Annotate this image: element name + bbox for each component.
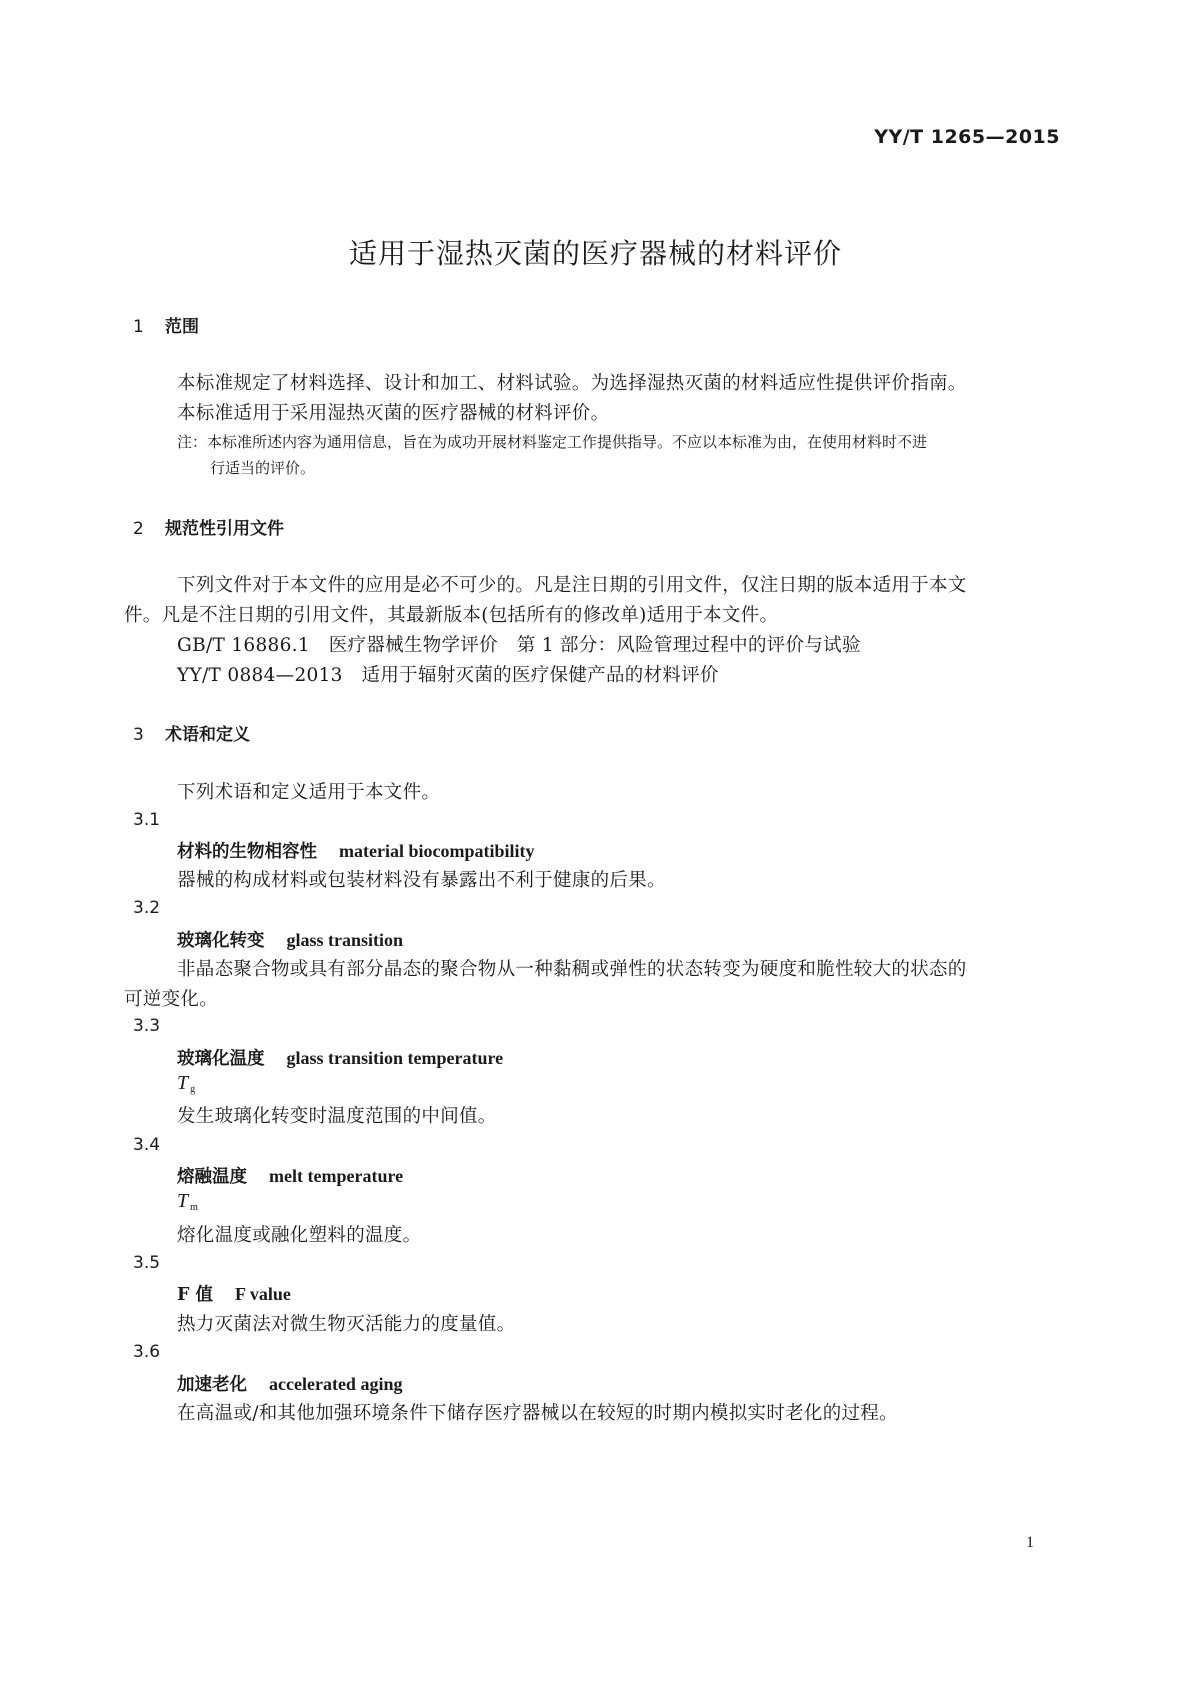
section-title: 规范性引用文件	[165, 519, 284, 539]
reference-1: GB/T 16886.1 医疗器械生物学评价 第 1 部分：风险管理过程中的评价与试验	[177, 635, 861, 656]
term-cn: 玻璃化转变	[177, 931, 265, 951]
section-1-note-line-2: 行适当的评价。	[210, 459, 316, 477]
document-title: 适用于湿热灭菌的医疗器械的材料评价	[348, 237, 842, 270]
term-cn: 加速老化	[177, 1375, 247, 1395]
term-heading	[177, 1163, 403, 1188]
term-number: 3.4	[133, 1135, 161, 1155]
term-heading	[177, 1045, 503, 1070]
term-cn: F 值	[177, 1285, 214, 1305]
term-heading	[177, 1371, 402, 1396]
symbol-base: T	[177, 1072, 189, 1094]
standard-code: YY/T 1265—2015	[874, 126, 1060, 148]
section-2-paragraph-line-1: 下列文件对于本文件的应用是必不可少的。凡是注日期的引用文件，仅注日期的版本适用于本文	[177, 575, 967, 596]
reference-2: YY/T 0884—2013 适用于辐射灭菌的医疗保健产品的材料评价	[177, 665, 719, 686]
term-cn: 玻璃化温度	[177, 1049, 265, 1069]
term-symbol	[177, 1072, 195, 1095]
term-heading	[177, 1281, 291, 1306]
term-number: 3.3	[133, 1016, 161, 1036]
section-number: 3	[133, 725, 144, 745]
section-number: 2	[133, 519, 144, 539]
term-definition: 热力灭菌法对微生物灭活能力的度量值。	[177, 1314, 516, 1335]
term-cn: 材料的生物相容性	[177, 842, 317, 862]
term-en: melt temperature	[269, 1166, 404, 1186]
section-1-paragraph-2: 本标准适用于采用湿热灭菌的医疗器械的材料评价。	[177, 403, 610, 424]
term-definition: 熔化温度或融化塑料的温度。	[177, 1225, 422, 1246]
term-definition-line-1: 非晶态聚合物或具有部分晶态的聚合物从一种黏稠或弹性的状态转变为硬度和脆性较大的状态的	[177, 959, 967, 980]
section-3-heading	[133, 720, 250, 745]
term-cn: 熔融温度	[177, 1167, 247, 1187]
term-definition: 在高温或/和其他加强环境条件下储存医疗器械以在较短的时期内模拟实时老化的过程。	[177, 1403, 898, 1424]
term-heading	[177, 927, 403, 952]
term-en: accelerated aging	[269, 1374, 403, 1394]
section-1-note-line-1: 注：本标准所述内容为通用信息，旨在为成功开展材料鉴定工作提供指导。不应以本标准为由，在使用材料时不进	[177, 433, 928, 451]
page-number: 1	[1026, 1534, 1034, 1551]
symbol-subscript: g	[190, 1084, 196, 1095]
section-title: 术语和定义	[165, 725, 250, 745]
section-number: 1	[133, 317, 144, 337]
term-heading	[177, 838, 534, 863]
term-definition: 发生玻璃化转变时温度范围的中间值。	[177, 1106, 497, 1127]
section-2-heading	[133, 514, 284, 539]
term-en: glass transition temperature	[286, 1048, 504, 1068]
term-definition-line-2: 可逆变化。	[124, 989, 219, 1010]
term-en: material biocompatibility	[339, 841, 535, 861]
section-1-paragraph-1: 本标准规定了材料选择、设计和加工、材料试验。为选择湿热灭菌的材料适应性提供评价指南。	[177, 373, 967, 394]
term-number: 3.1	[133, 810, 161, 830]
term-symbol	[177, 1190, 198, 1213]
term-number: 3.5	[133, 1253, 161, 1273]
section-2-paragraph-line-2: 件。凡是不注日期的引用文件，其最新版本(包括所有的修改单)适用于本文件。	[124, 605, 779, 626]
term-definition: 器械的构成材料或包装材料没有暴露出不利于健康的后果。	[177, 870, 666, 891]
term-number: 3.6	[133, 1342, 161, 1362]
term-en: glass transition	[286, 930, 404, 950]
section-3-intro: 下列术语和定义适用于本文件。	[177, 782, 441, 803]
section-1-heading	[133, 312, 199, 337]
symbol-subscript: m	[190, 1202, 198, 1213]
term-number: 3.2	[133, 898, 161, 918]
term-en: F value	[235, 1284, 291, 1304]
symbol-base: T	[177, 1190, 189, 1212]
section-title: 范围	[165, 317, 199, 337]
